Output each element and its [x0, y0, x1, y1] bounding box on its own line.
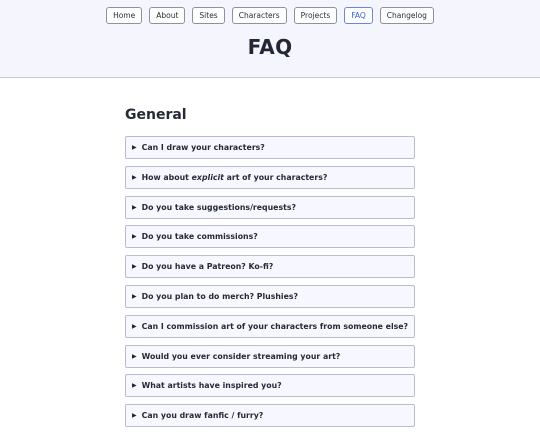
nav-faq[interactable]: FAQ [344, 7, 373, 24]
nav-about[interactable]: About [149, 7, 185, 24]
nav-home[interactable]: Home [106, 7, 142, 24]
main-content [0, 77, 540, 421]
triangle-right-icon: ▶ [132, 352, 137, 360]
faq-question-4[interactable] [125, 225, 415, 248]
section-title: General [125, 107, 187, 123]
page-title: FAQ [247, 35, 293, 59]
nav-changelog[interactable]: Changelog [380, 7, 434, 24]
faq-question-label: Can I commission art of your characters from someone else? [141, 321, 409, 331]
faq-question-label: Do you plan to do merch? Plushies? [141, 291, 299, 301]
faq-question-1[interactable] [125, 136, 415, 159]
faq-question-label: Can you draw fanfic / furry? [141, 411, 264, 421]
faq-question-label: What artists have inspired you? [141, 381, 282, 391]
faq-question-9[interactable] [125, 374, 415, 397]
faq-question-label: Do you have a Patreon? Ko-fi? [141, 262, 274, 272]
triangle-right-icon: ▶ [132, 173, 137, 181]
faq-question-label: Can I draw your characters? [141, 143, 265, 152]
faq-question-3[interactable] [125, 196, 415, 219]
triangle-right-icon: ▶ [132, 412, 137, 420]
triangle-right-icon: ▶ [132, 203, 137, 211]
triangle-right-icon: ▶ [132, 382, 137, 390]
faq-question-5[interactable] [125, 255, 415, 278]
faq-question-6[interactable] [125, 285, 415, 308]
triangle-right-icon: ▶ [132, 322, 137, 330]
faq-question-label: Do you take commissions? [141, 232, 258, 242]
faq-question-label: Do you take suggestions/requests? [141, 202, 297, 212]
triangle-right-icon: ▶ [132, 263, 137, 271]
site-header [0, 0, 540, 78]
nav-projects[interactable]: Projects [294, 7, 338, 24]
top-nav [0, 7, 540, 24]
faq-question-8[interactable] [125, 345, 415, 368]
faq-question-2[interactable] [125, 166, 415, 189]
faq-question-7[interactable] [125, 315, 415, 338]
faq-question-label: Would you ever consider streaming your art? [141, 351, 341, 361]
nav-sites[interactable]: Sites [192, 7, 224, 24]
triangle-right-icon: ▶ [132, 233, 137, 241]
triangle-right-icon: ▶ [132, 292, 137, 300]
faq-question-label: How about explicit art of your characters? [141, 172, 328, 182]
triangle-right-icon: ▶ [132, 144, 137, 151]
faq-question-10[interactable] [125, 404, 415, 427]
nav-characters[interactable]: Characters [232, 7, 287, 24]
faq-list [125, 136, 415, 434]
